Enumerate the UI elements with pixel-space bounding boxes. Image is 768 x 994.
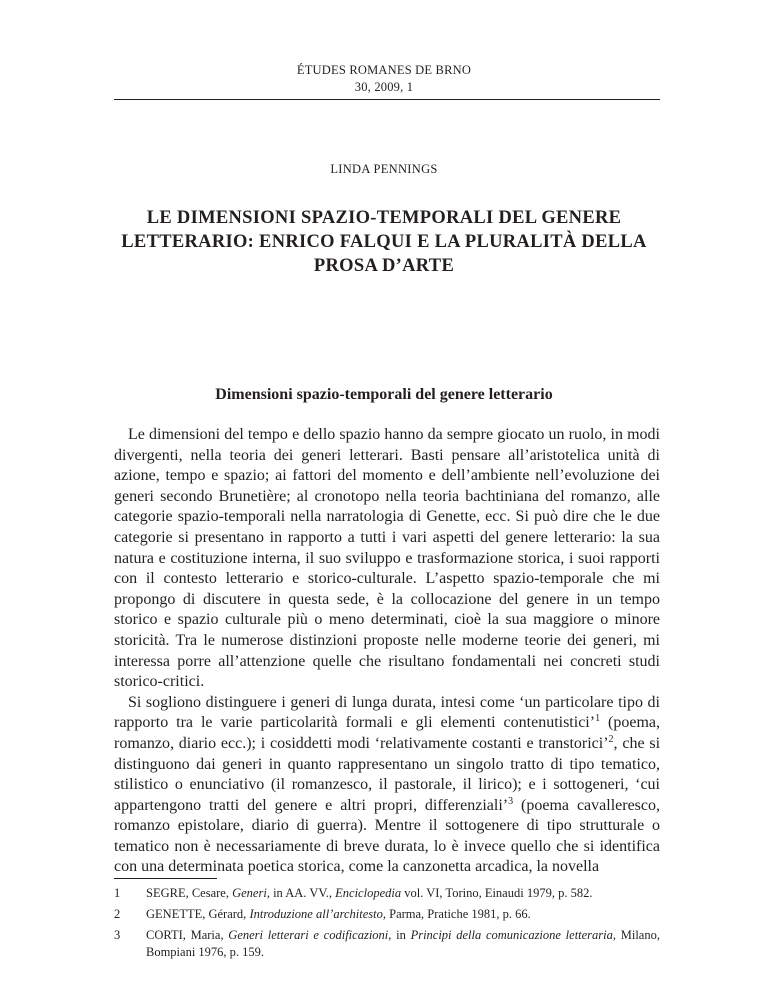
paragraph: Le dimensioni del tempo e dello spazio hanno da sempre giocato un ruolo, in modi divergenti, nella teoria dei generi letterari. Basti pensare all’aristotelica unità di azione, tempo e spazio; ai fattori del momento e dell’ambiente nell’evoluzione dei generi secondo Brunetière; al cronotopo nella teoria bachtiniana del romanzo, alle categorie spazio-temporali nella narratologia di Genette, ecc. Si può dire che le due categorie si presentano in rapporto a tutti i vari aspetti del genere letterario: la sua natura e costituzione interna, il suo sviluppo e trasformazione storica, i suoi rapporti con il contesto letterario e storico-culturale. L’aspetto spazio-temporale che mi propongo di discutere in questa sede, è la collocazione del genere in un tempo storico e spazio culturale più o meno determinati, cioè la sua maggiore o minore storicità. Tra le numerose distinzioni proposte nelle moderne teorie dei generi, mi interessa porre all’attenzione quelle che risultano fondamentali nei concreti studi storico-critici. [114,426,660,691]
title-line: LE DIMENSIONI SPAZIO-TEMPORALI DEL GENERE [146,208,622,228]
footnote-italic: Generi [232,886,267,900]
footnote-text [146,906,660,923]
footnote-part: CORTI, Maria, [146,928,229,942]
footnote [114,885,660,902]
journal-name: ÉTUDES ROMANES DE BRNO [296,63,472,77]
footnotes [114,885,660,965]
footnote-number: 3 [114,928,121,942]
footnote-ref[interactable]: 2 [608,733,614,745]
paragraph-text: , che si distinguono dai generi in quanto rappresentano un singolo tratto di tipo tematico, stilistico o enunciativo (il romanzesco, il pastorale, il lirico); e i sottogeneri, ‘cui appartengono tratti del genere e altri propri, differenziali’ [114,734,661,814]
footnote-number: 2 [114,907,121,921]
footnote-number: 1 [114,886,121,900]
title-line: PROSA D’ARTE [313,256,455,276]
footnote-part: SEGRE, Cesare, [146,886,233,900]
footnote-text [146,927,660,961]
footnote-part: vol. VI, Torino, Einaudi 1979, p. 582. [401,886,593,900]
author-name: LINDA PENNINGS [330,162,438,176]
footnote-italic: Generi letterari e codificazioni [228,928,389,942]
paragraph-text: (poema, romanzo, diario ecc.); i cosiddetti modi ‘relativamente costanti e transtorici’ [114,714,660,752]
footnote-part: , Milano, Bompiani 1976, p. 159. [146,928,660,959]
header-rule [114,99,660,100]
footnote-rule [114,878,217,879]
footnote-part: GENETTE, Gérard, [146,907,250,921]
footnote-ref[interactable]: 1 [595,713,601,725]
section-heading: Dimensioni spazio-temporali del genere letterario [215,386,553,403]
paragraph-text: (poema cavalleresco, romanzo epistolare, diario di guerra). Mentre il sottogenere di tipo strutturale o tematico non è necessariamente di breve durata, lo è invece quello che si identifica con una determinata poetica storica, come la canzonetta arcadica, la novella [114,796,661,876]
running-head [0,62,768,96]
footnote-text [146,885,660,902]
body-text [114,425,660,878]
paragraph-text: Si sogliono distinguere i generi di lunga durata, intesi come ‘un particolare tipo di rapporto tra le varie particolarità formali e gli elementi contenutistici’ [114,693,660,732]
footnote-part: , in [388,928,411,942]
footnote-italic: Introduzione all’architesto [249,907,383,921]
footnote-part: , in AA. VV., [266,886,336,900]
title-line: LETTERARIO: ENRICO FALQUI E LA PLURALITÀ DELLA [121,232,647,252]
footnote-italic: Enciclopedia [335,886,402,900]
paragraph [114,693,660,878]
footnote [114,927,660,961]
footnote-part: , Parma, Pratiche 1981, p. 66. [382,907,531,921]
article-title [110,206,658,278]
footnote-italic: Principi della comunicazione letteraria [410,928,613,942]
footnote-ref[interactable]: 3 [508,795,514,807]
footnote [114,906,660,923]
journal-volume: 30, 2009, 1 [354,80,414,94]
